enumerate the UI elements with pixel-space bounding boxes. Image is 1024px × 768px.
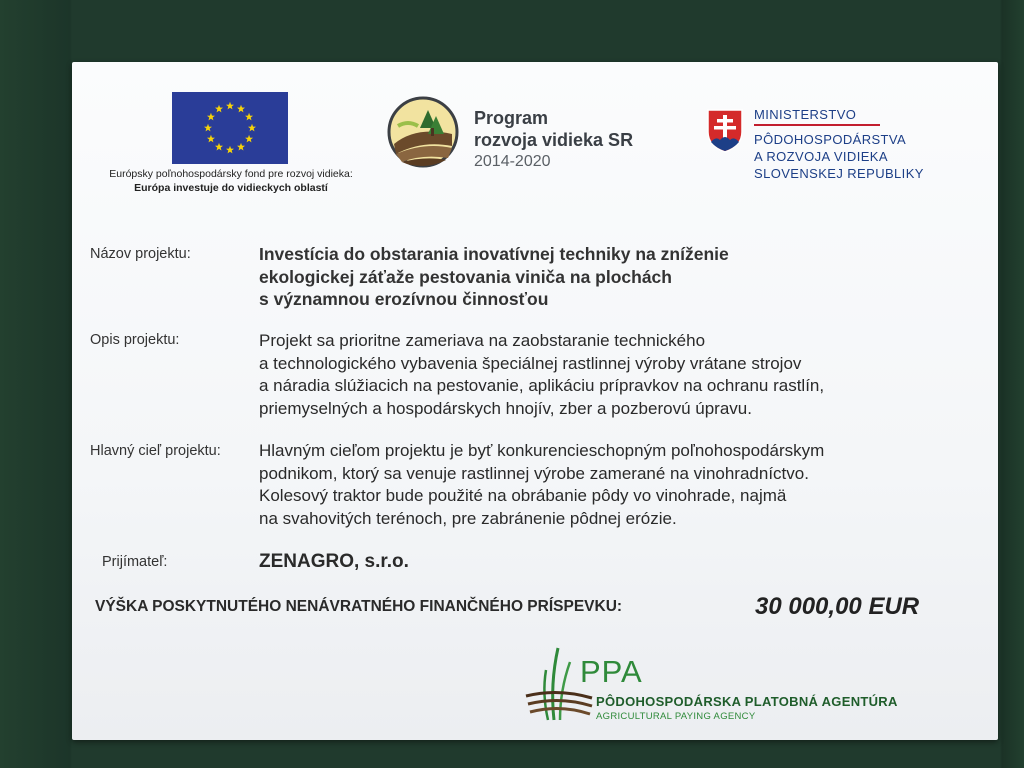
project-description-line: priemyselných a hospodárskych hnojív, zber a pozberovú úpravu. — [259, 398, 752, 418]
ppa-subtitle-sk: PÔDOHOSPODÁRSKA PLATOBNÁ AGENTÚRA — [596, 694, 898, 709]
eu-fund-caption: Európsky poľnohospodársky fond pre rozvoj vidieka: — [109, 168, 353, 180]
grant-amount-label: VÝŠKA POSKYTNUTÉHO NENÁVRATNÉHO FINANČNÉHO PRÍSPEVKU: — [95, 598, 623, 615]
ministry-line4: SLOVENSKEJ REPUBLIKY — [754, 166, 924, 181]
project-goal-line: Hlavným cieľom projektu je byť konkurencieschopným poľnohospodárskym — [259, 441, 825, 460]
program-period: 2014-2020 — [474, 153, 551, 170]
project-goal-line: Kolesový traktor bude použité na obrábanie pôdy vo vinohrade, najmä — [259, 486, 787, 505]
project-name-value — [259, 243, 729, 311]
program-title-line1: Program — [474, 108, 549, 128]
project-description-value — [259, 330, 824, 420]
project-goal-value — [259, 440, 824, 530]
ministry-line2: PÔDOHOSPODÁRSTVA — [754, 132, 907, 147]
ministry-line1: MINISTERSTVO — [754, 107, 857, 122]
grant-amount-value: 30 000,00 EUR — [755, 593, 920, 620]
ministry-red-rule — [754, 124, 880, 126]
ppa-name: PPA — [580, 654, 643, 689]
project-goal-line: podnikom, ktorý sa venuje rastlinnej výrobe zamerané na vinohradníctvo. — [259, 463, 809, 483]
project-name-line: Investícia do obstarania inovatívnej techniky na zníženie — [259, 244, 729, 264]
recipient-value: ZENAGRO, s.r.o. — [259, 551, 409, 572]
project-name-line: ekologickej záťaže pestovania viniča na plochách — [259, 266, 672, 287]
program-title-line2: rozvoja vidieka SR — [474, 130, 634, 150]
project-goal-label: Hlavný cieľ projektu: — [90, 443, 221, 459]
project-description-line: a technologického vybavenia špeciálnej rastlinnej výroby vrátane strojov — [259, 353, 802, 373]
eu-flag-icon — [172, 92, 288, 164]
ministry-line3: A ROZVOJA VIDIEKA — [754, 149, 888, 164]
rural-development-program-logo — [386, 96, 460, 168]
project-description-line: a náradia slúžiacich na pestovanie, aplikáciu prípravkov na ochranu rastlín, — [259, 376, 825, 395]
project-description-line: Projekt sa prioritne zameriava na zaobstaranie technického — [259, 331, 706, 350]
ppa-subtitle-en: AGRICULTURAL PAYING AGENCY — [596, 711, 756, 722]
recipient-label: Prijímateľ: — [102, 554, 168, 570]
project-description-label: Opis projektu: — [90, 332, 180, 348]
eu-slogan: Európa investuje do vidieckych oblastí — [134, 182, 328, 194]
project-name-line: s významnou erozívnou činnosťou — [259, 289, 549, 309]
project-name-label: Názov projektu: — [90, 246, 191, 262]
project-goal-line: na svahovitých terénoch, pre zabránenie pôdnej erózie. — [259, 508, 677, 528]
slovak-coat-of-arms-icon — [706, 108, 744, 154]
